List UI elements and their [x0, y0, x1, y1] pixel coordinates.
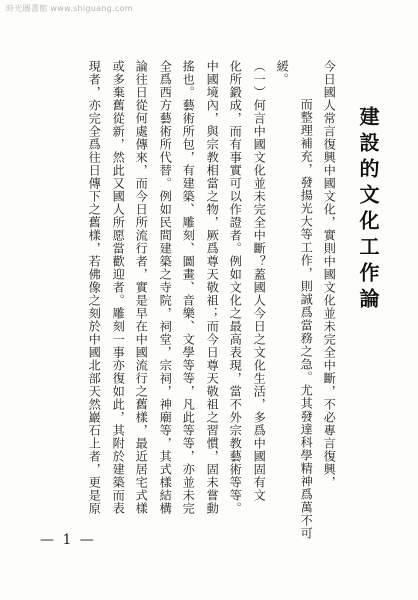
text-column-11: 現者，亦完全爲往日傳下之舊樣，若佛像之刻於中國北部天然巖石上者，更是原 — [87, 60, 102, 515]
text-column-8: 全爲西方藝術所代替。例如民間建築之寺院，祠堂，宗祠，神廟等，其式樣結構 — [158, 60, 173, 515]
text-column-10: 或多棄舊從新，然此又國人所愿當歡迎者。雕刻一事亦復如此，其附於建築而表 — [111, 60, 126, 515]
text-column-2: 而整理補充，發揚光大等工作，則誠爲當務之急。尤其發達科學精神爲萬不可 — [299, 98, 314, 540]
text-column-9: 論往日從何處傳來，而今日所流行者，實是早在中國流行之舊樣，最近居宅式樣 — [134, 60, 149, 515]
text-column-6: 中國境內，與宗教相當之物，厥爲尊天敬祖；而今日尊天敬祖之習慣，固未嘗動 — [205, 60, 220, 515]
text-column-7: 搖也。藝術所包，有建築、雕刻、圖畫、音樂、文學等等，凡此等等，亦並未完 — [181, 60, 196, 515]
text-column-3: 緩。 — [275, 60, 290, 86]
page-number: — 1 — — [40, 532, 96, 548]
text-column-4: （一）何言中國文化並未完全中斷？蓋國人今日之文化生活，多爲中國固有文 — [252, 60, 267, 502]
page-title: 建設的文化工作論 — [356, 106, 380, 314]
text-column-1: 今日國人常言復興中國文化，實則中國文化並未完全中斷，不必專言復興， — [322, 60, 337, 489]
watermark: 時光圖書館 www.shiguang.com — [6, 4, 133, 13]
text-column-5: 化所鍛成，而有事實可以作證者。例如文化之最高表現，當不外宗教藝術等等。 — [228, 60, 243, 515]
